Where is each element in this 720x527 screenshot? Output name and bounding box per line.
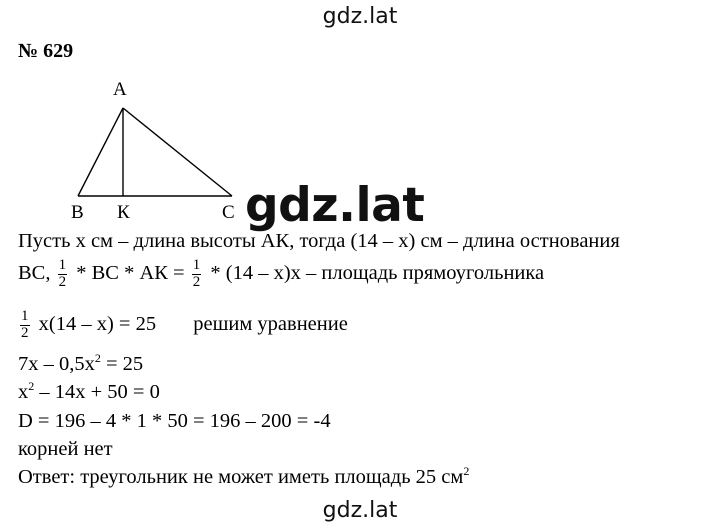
solution-answer: Ответ: треугольник не может иметь площадь 25 $см^2$ <box>18 464 470 488</box>
vertex-label-c: C <box>222 202 235 223</box>
line3-equation: х(14 – х) = 25 <box>38 312 157 335</box>
line2-part-c: * (14 – х)х – площадь прямоугольника <box>210 261 545 284</box>
vertex-label-b: B <box>71 202 84 223</box>
fraction-half: $\frac{1}{2}$ <box>192 257 201 290</box>
solution-line-4: $7х - 0,5х^2 = 25$ <box>18 351 144 375</box>
line2-part-a: ВС, <box>18 261 51 284</box>
fraction-half: $\frac{1}{2}$ <box>58 257 67 290</box>
solution-line-5: $х^2 - 14х + 50 = 0$ <box>18 379 160 403</box>
solution-line-6: D = 196 – 4 * 1 * 50 = 196 – 200 = -4 <box>18 410 331 432</box>
solution-line-2 <box>18 258 544 291</box>
fraction-half: $\frac{1}{2}$ <box>21 308 29 341</box>
solution-line-3 <box>18 309 348 342</box>
vertex-label-a: A <box>113 79 127 100</box>
vertex-label-k: К <box>117 202 130 223</box>
line3-note: решим уравнение <box>193 312 348 335</box>
line2-part-b: * ВС * АК = <box>76 261 185 284</box>
side-ab <box>78 108 123 196</box>
problem-number: № 629 <box>18 40 74 62</box>
solution-line-7: корней нет <box>18 438 113 460</box>
watermark-top: gdz.lat <box>322 4 398 29</box>
solution-line-1: Пусть х см – длина высоты АК, тогда (14 – х) см – длина остнования <box>18 230 620 252</box>
side-ac <box>123 108 232 196</box>
watermark-center: gdz.lat <box>245 178 425 233</box>
watermark-bottom: gdz.lat <box>322 498 398 523</box>
